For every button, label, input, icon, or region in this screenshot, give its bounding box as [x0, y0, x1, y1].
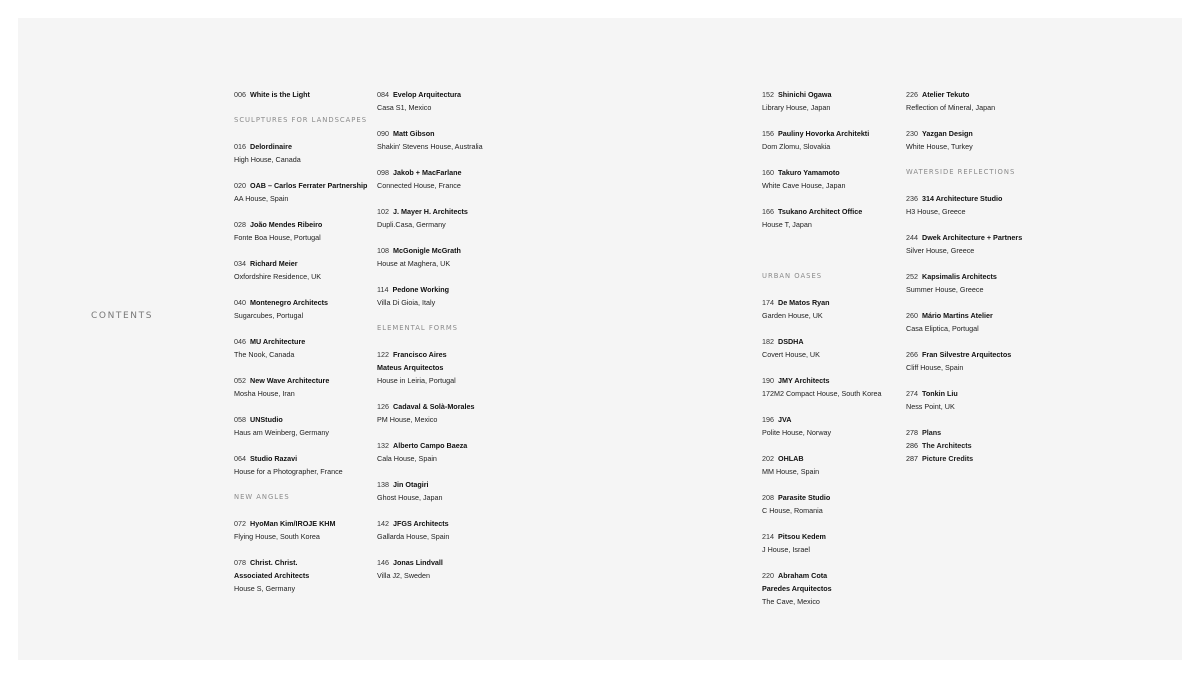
project-location: Casa Eliptica, Portugal — [906, 324, 979, 333]
project-location: House S, Germany — [234, 584, 296, 593]
toc-entry[interactable] — [234, 452, 384, 478]
project-location: Summer House, Greece — [906, 285, 984, 294]
project-location: Silver House, Greece — [906, 246, 975, 255]
project-location: Reflection of Mineral, Japan — [906, 103, 996, 112]
section-heading: WATERSIDE REFLECTIONS — [906, 168, 1016, 176]
project-location: Mosha House, Iran — [234, 389, 295, 398]
project-location: House at Maghera, UK — [377, 259, 451, 268]
architect-name: New Wave Architecture — [250, 376, 330, 385]
page-number: 287 — [906, 454, 918, 463]
project-location: J House, Israel — [762, 545, 810, 554]
toc-entry[interactable] — [762, 296, 912, 322]
project-location: Haus am Weinberg, Germany — [234, 428, 329, 437]
architect-name: Francisco Aires — [393, 350, 447, 359]
entry-heading — [762, 452, 912, 465]
architect-name: Tonkin Liu — [922, 389, 958, 398]
entry-heading — [906, 192, 1056, 205]
architect-name: Fran Silvestre Arquitectos — [922, 350, 1012, 359]
architect-name: Dwek Architecture + Partners — [922, 233, 1023, 242]
entry-heading — [234, 374, 384, 387]
architect-name: Alberto Campo Baeza — [393, 441, 468, 450]
toc-entry[interactable] — [377, 283, 527, 309]
page-number: 278 — [906, 428, 918, 437]
entry-heading — [234, 179, 384, 192]
architect-name: DSDHA — [778, 337, 804, 346]
toc-entry[interactable] — [762, 413, 912, 439]
page-number: 028 — [234, 220, 246, 229]
project-location: Sugarcubes, Portugal — [234, 311, 304, 320]
architect-name: JMY Architects — [778, 376, 830, 385]
architect-name: Montenegro Architects — [250, 298, 329, 307]
toc-entry[interactable] — [906, 309, 1056, 335]
project-location: Shakin' Stevens House, Australia — [377, 142, 483, 151]
architect-name: Yazgan Design — [922, 129, 973, 138]
architect-name: Tsukano Architect Office — [778, 207, 863, 216]
page-number: 052 — [234, 376, 246, 385]
architect-name: De Matos Ryan — [778, 298, 830, 307]
page-number: 138 — [377, 480, 389, 489]
toc-entry[interactable] — [762, 127, 912, 153]
back-matter-item[interactable] — [906, 452, 1056, 465]
project-location: White House, Turkey — [906, 142, 973, 151]
project-location: Library House, Japan — [762, 103, 831, 112]
back-matter-title: Picture Credits — [922, 454, 974, 463]
project-location: House for a Photographer, France — [234, 467, 343, 476]
page-number: 190 — [762, 376, 774, 385]
page-number: 072 — [234, 519, 246, 528]
entry-heading — [234, 413, 384, 426]
page-number: 214 — [762, 532, 774, 541]
toc-entry[interactable] — [234, 218, 384, 244]
architect-name: 314 Architecture Studio — [922, 194, 1003, 203]
architect-name: Atelier Tekuto — [922, 90, 970, 99]
toc-entry[interactable] — [377, 166, 527, 192]
entry-heading — [234, 517, 384, 530]
project-location: The Nook, Canada — [234, 350, 295, 359]
architect-name: Pauliny Hovorka Architekti — [778, 129, 870, 138]
page-number: 142 — [377, 519, 389, 528]
project-location: AA House, Spain — [234, 194, 289, 203]
entry-heading — [377, 205, 527, 218]
entry-heading — [377, 517, 527, 530]
back-matter-title: Plans — [922, 428, 942, 437]
project-location: Covert House, UK — [762, 350, 820, 359]
page-number: 006 — [234, 90, 246, 99]
page-number: 122 — [377, 350, 389, 359]
page-number: 156 — [762, 129, 774, 138]
entry-heading — [234, 140, 384, 153]
entry-heading — [377, 244, 527, 257]
project-location: H3 House, Greece — [906, 207, 966, 216]
entry-heading — [762, 530, 912, 543]
architect-name: Christ. Christ. — [250, 558, 298, 567]
toc-entry[interactable] — [762, 166, 912, 192]
page-number: 046 — [234, 337, 246, 346]
entry-heading — [234, 296, 384, 309]
project-location: Polite House, Norway — [762, 428, 832, 437]
architect-name: Delordinaire — [250, 142, 292, 151]
entry-heading — [234, 257, 384, 270]
architect-name: UNStudio — [250, 415, 283, 424]
back-matter-item[interactable] — [906, 439, 1056, 452]
page-number: 020 — [234, 181, 246, 190]
section-spacer — [762, 244, 912, 257]
toc-entry[interactable] — [762, 88, 912, 114]
toc-column-4 — [906, 88, 1056, 465]
architect-name: Richard Meier — [250, 259, 298, 268]
toc-entry[interactable] — [377, 88, 527, 114]
page-number: 132 — [377, 441, 389, 450]
toc-entry[interactable] — [377, 439, 527, 465]
architect-name: J. Mayer H. Architects — [393, 207, 468, 216]
page-number: 252 — [906, 272, 918, 281]
page-number: 174 — [762, 298, 774, 307]
entry-heading — [906, 270, 1056, 283]
project-location: High House, Canada — [234, 155, 301, 164]
page-number: 102 — [377, 207, 389, 216]
page-number: 244 — [906, 233, 918, 242]
page-number: 286 — [906, 441, 918, 450]
page-number: 236 — [906, 194, 918, 203]
architect-name: Evelop Arquitectura — [393, 90, 462, 99]
project-location: Dupli.Casa, Germany — [377, 220, 446, 229]
project-location: Ghost House, Japan — [377, 493, 443, 502]
entry-heading — [234, 88, 384, 101]
architect-name: Parasite Studio — [778, 493, 831, 502]
architect-name: Pitsou Kedem — [778, 532, 826, 541]
toc-entry[interactable] — [762, 452, 912, 478]
toc-entry[interactable] — [234, 413, 384, 439]
architect-name: Jonas Lindvall — [393, 558, 443, 567]
entry-heading — [377, 556, 527, 569]
entry-heading — [377, 127, 527, 140]
entry-heading — [906, 127, 1056, 140]
toc-column-2 — [377, 88, 527, 595]
page-number: 114 — [377, 285, 389, 294]
architect-name: JFGS Architects — [393, 519, 449, 528]
toc-entry[interactable] — [762, 491, 912, 517]
toc-entry[interactable] — [762, 569, 912, 608]
project-location: C House, Romania — [762, 506, 823, 515]
back-matter-title: The Architects — [922, 441, 972, 450]
architect-name-cont: Mateus Arquitectos — [377, 363, 444, 372]
entry-heading-cont — [377, 361, 527, 374]
toc-entry[interactable] — [762, 374, 912, 400]
toc-entry[interactable] — [906, 231, 1056, 257]
toc-entry[interactable] — [234, 517, 384, 543]
toc-entry[interactable] — [762, 335, 912, 361]
entry-heading — [906, 387, 1056, 400]
architect-name: HyoMan Kim/IROJE KHM — [250, 519, 336, 528]
project-location: 172M2 Compact House, South Korea — [762, 389, 882, 398]
toc-entry[interactable] — [906, 387, 1056, 413]
toc-entry[interactable] — [906, 348, 1056, 374]
project-location: PM House, Mexico — [377, 415, 438, 424]
page-number: 146 — [377, 558, 389, 567]
toc-entry[interactable] — [234, 374, 384, 400]
toc-entry[interactable] — [377, 556, 527, 582]
section-heading: ELEMENTAL FORMS — [377, 324, 459, 332]
architect-name: OAB – Carlos Ferrater Partnership — [250, 181, 368, 190]
project-location: Cliff House, Spain — [906, 363, 964, 372]
architect-name: McGonigle McGrath — [393, 246, 461, 255]
page-number: 016 — [234, 142, 246, 151]
page-number: 108 — [377, 246, 389, 255]
entry-heading — [762, 374, 912, 387]
page-number: 274 — [906, 389, 918, 398]
page-number: 202 — [762, 454, 774, 463]
toc-entry[interactable] — [377, 400, 527, 426]
toc-entry[interactable] — [234, 257, 384, 283]
architect-name-cont: Paredes Arquitectos — [762, 584, 832, 593]
architect-name: JVA — [778, 415, 792, 424]
architect-name: Matt Gibson — [393, 129, 435, 138]
entry-heading — [906, 231, 1056, 244]
project-location: Cala House, Spain — [377, 454, 437, 463]
entry-heading — [377, 439, 527, 452]
project-location: Casa S1, Mexico — [377, 103, 432, 112]
entry-heading — [234, 218, 384, 231]
project-location: Connected House, France — [377, 181, 461, 190]
back-matter-list — [906, 426, 1056, 465]
project-location: White Cave House, Japan — [762, 181, 846, 190]
entry-heading — [762, 413, 912, 426]
toc-entry[interactable] — [234, 296, 384, 322]
page-number: 260 — [906, 311, 918, 320]
section-heading: NEW ANGLES — [234, 493, 290, 501]
page-number: 226 — [906, 90, 918, 99]
page-number: 160 — [762, 168, 774, 177]
entry-heading — [906, 348, 1056, 361]
entry-heading — [377, 88, 527, 101]
toc-entry[interactable] — [234, 556, 384, 595]
project-location: Villa J2, Sweden — [377, 571, 431, 580]
toc-entry[interactable] — [234, 179, 384, 205]
project-location: Ness Point, UK — [906, 402, 955, 411]
architect-name: Pedone Working — [392, 285, 450, 294]
toc-entry[interactable] — [377, 205, 527, 231]
project-location: The Cave, Mexico — [762, 597, 820, 606]
page-number: 220 — [762, 571, 774, 580]
page-number: 166 — [762, 207, 774, 216]
project-location: House in Leiria, Portugal — [377, 376, 456, 385]
project-location: Garden House, UK — [762, 311, 823, 320]
toc-entry[interactable] — [234, 335, 384, 361]
project-location: House T, Japan — [762, 220, 812, 229]
architect-name: Studio Razavi — [250, 454, 298, 463]
architect-name: João Mendes Ribeiro — [250, 220, 323, 229]
page-number: 058 — [234, 415, 246, 424]
entry-heading — [377, 166, 527, 179]
toc-entry[interactable] — [906, 88, 1056, 114]
section-heading: SCULPTURES FOR LANDSCAPES — [234, 116, 368, 124]
page-number: 266 — [906, 350, 918, 359]
page-number: 208 — [762, 493, 774, 502]
entry-heading — [377, 400, 527, 413]
entry-heading — [234, 556, 384, 569]
page-number: 126 — [377, 402, 389, 411]
toc-entry[interactable] — [377, 348, 527, 387]
page-number: 090 — [377, 129, 389, 138]
project-location: Fonte Boa House, Portugal — [234, 233, 321, 242]
project-location: MM House, Spain — [762, 467, 820, 476]
toc-entry[interactable] — [377, 244, 527, 270]
architect-name: Abraham Cota — [778, 571, 828, 580]
project-location: Oxfordshire Residence, UK — [234, 272, 322, 281]
toc-entry[interactable] — [762, 530, 912, 556]
section-heading: URBAN OASES — [762, 272, 823, 280]
architect-name: Jakob + MacFarlane — [393, 168, 462, 177]
entry-heading-cont — [762, 582, 912, 595]
entry-heading — [377, 348, 527, 361]
contents-title: CONTENTS — [91, 311, 154, 321]
page-number: 034 — [234, 259, 246, 268]
entry-heading — [377, 283, 527, 296]
entry-heading — [234, 335, 384, 348]
page-number: 098 — [377, 168, 389, 177]
architect-name: MU Architecture — [250, 337, 306, 346]
entry-heading — [234, 452, 384, 465]
entry-heading — [762, 88, 912, 101]
architect-name: Kapsimalis Architects — [922, 272, 997, 281]
project-location: Dom Zlomu, Slovakia — [762, 142, 831, 151]
page-number: 064 — [234, 454, 246, 463]
entry-heading — [762, 335, 912, 348]
back-matter-item[interactable] — [906, 426, 1056, 439]
project-location: Villa Di Gioia, Italy — [377, 298, 436, 307]
architect-name: Mário Martins Atelier — [922, 311, 993, 320]
toc-entry[interactable] — [906, 127, 1056, 153]
toc-entry[interactable] — [234, 88, 384, 101]
architect-name: Jin Otagiri — [393, 480, 429, 489]
toc-entry[interactable] — [377, 127, 527, 153]
entry-heading — [377, 478, 527, 491]
project-location: Gallarda House, Spain — [377, 532, 450, 541]
page-number: 084 — [377, 90, 389, 99]
entry-heading — [762, 127, 912, 140]
entry-heading — [762, 205, 912, 218]
page-number: 040 — [234, 298, 246, 307]
architect-name-cont: Associated Architects — [234, 571, 310, 580]
page-number: 230 — [906, 129, 918, 138]
toc-column-3 — [762, 88, 912, 621]
entry-heading — [762, 569, 912, 582]
toc-entry[interactable] — [762, 205, 912, 231]
entry-heading-cont — [234, 569, 384, 582]
architect-name: Takuro Yamamoto — [778, 168, 840, 177]
toc-entry[interactable] — [377, 517, 527, 543]
page-number: 182 — [762, 337, 774, 346]
entry-heading — [762, 491, 912, 504]
entry-heading — [762, 166, 912, 179]
architect-name: OHLAB — [778, 454, 804, 463]
toc-entry[interactable] — [377, 478, 527, 504]
toc-entry[interactable] — [906, 270, 1056, 296]
entry-heading — [762, 296, 912, 309]
page-number: 078 — [234, 558, 246, 567]
architect-name: Shinichi Ogawa — [778, 90, 832, 99]
project-location: Flying House, South Korea — [234, 532, 320, 541]
page-number: 152 — [762, 90, 774, 99]
page-number: 196 — [762, 415, 774, 424]
toc-column-1 — [234, 88, 384, 608]
architect-name: White is the Light — [250, 90, 310, 99]
entry-heading — [906, 88, 1056, 101]
architect-name: Cadaval & Solà-Morales — [393, 402, 475, 411]
toc-entry[interactable] — [234, 140, 384, 166]
toc-entry[interactable] — [906, 192, 1056, 218]
entry-heading — [906, 309, 1056, 322]
